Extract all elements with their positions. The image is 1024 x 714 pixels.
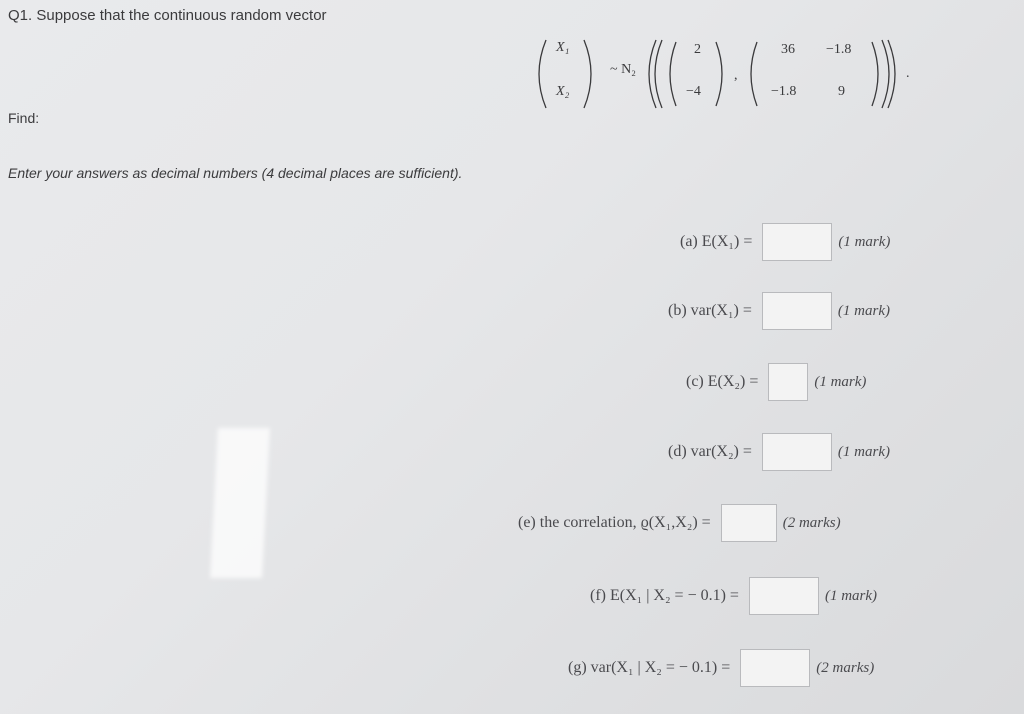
- part-d-expression: var(X₂) =: [690, 443, 752, 460]
- cov-11: 36: [781, 42, 795, 57]
- question-title: Q1. Suppose that the continuous random vector: [8, 7, 327, 24]
- part-d-marks: (1 mark): [837, 443, 890, 460]
- part-f-expression: E(X₁ | X₂ = − 0.1) =: [609, 587, 739, 604]
- distribution-formula: [520, 34, 920, 114]
- vector-x1: X₁: [556, 40, 570, 55]
- left-paren: [539, 40, 546, 108]
- part-b-marks: (1 mark): [837, 302, 890, 319]
- mean-2: −4: [686, 84, 701, 99]
- part-b-expression: var(X₁) =: [690, 302, 752, 319]
- instructions: Enter your answers as decimal numbers (4 decimal places are sufficient).: [8, 165, 463, 181]
- part-a-expression: E(X₁) =: [701, 233, 753, 250]
- part-c-marks: (1 mark): [814, 373, 867, 390]
- part-e-row: [518, 503, 841, 543]
- part-b-answer-input[interactable]: [762, 292, 832, 330]
- part-e-expression: the correlation, ϱ(X₁,X₂) =: [539, 514, 711, 531]
- formula-period: .: [906, 66, 910, 81]
- right-paren: [584, 40, 591, 108]
- part-a-answer-input[interactable]: [762, 223, 832, 261]
- part-d-row: [668, 432, 890, 472]
- part-a-row: [680, 222, 890, 262]
- cov-21: −1.8: [771, 84, 797, 99]
- part-g-expression: var(X₁ | X₂ = − 0.1) =: [590, 659, 731, 676]
- cov-12: −1.8: [826, 42, 852, 57]
- part-g-marks: (2 marks): [816, 659, 875, 676]
- part-f-row: [590, 576, 877, 616]
- part-b-row: [668, 291, 890, 331]
- photo-glare: [210, 428, 270, 578]
- part-a-letter: (a): [680, 233, 698, 250]
- part-f-letter: (f): [590, 587, 606, 604]
- vector-x2: X₂: [556, 84, 570, 99]
- part-c-letter: (c): [686, 373, 704, 390]
- distribution-symbol: ~ N₂: [610, 62, 637, 77]
- part-g-answer-input[interactable]: [740, 649, 810, 687]
- formula-brackets: [520, 34, 920, 114]
- part-c-answer-input[interactable]: [768, 363, 808, 401]
- part-e-marks: (2 marks): [782, 514, 841, 531]
- part-d-letter: (d): [668, 443, 687, 460]
- part-g-row: [568, 648, 874, 688]
- part-f-answer-input[interactable]: [749, 577, 819, 615]
- part-g-letter: (g): [568, 659, 587, 676]
- part-e-letter: (e): [518, 514, 536, 531]
- part-d-answer-input[interactable]: [762, 433, 832, 471]
- find-label: Find:: [8, 110, 40, 126]
- separator-comma: ,: [734, 68, 738, 83]
- part-f-marks: (1 mark): [824, 587, 878, 604]
- cov-22: 9: [838, 84, 845, 99]
- part-c-expression: E(X₂) =: [707, 373, 759, 390]
- part-a-marks: (1 mark): [838, 233, 891, 250]
- mean-1: 2: [694, 42, 701, 57]
- part-c-row: [686, 362, 866, 402]
- part-e-answer-input[interactable]: [721, 504, 777, 542]
- part-b-letter: (b): [668, 302, 687, 319]
